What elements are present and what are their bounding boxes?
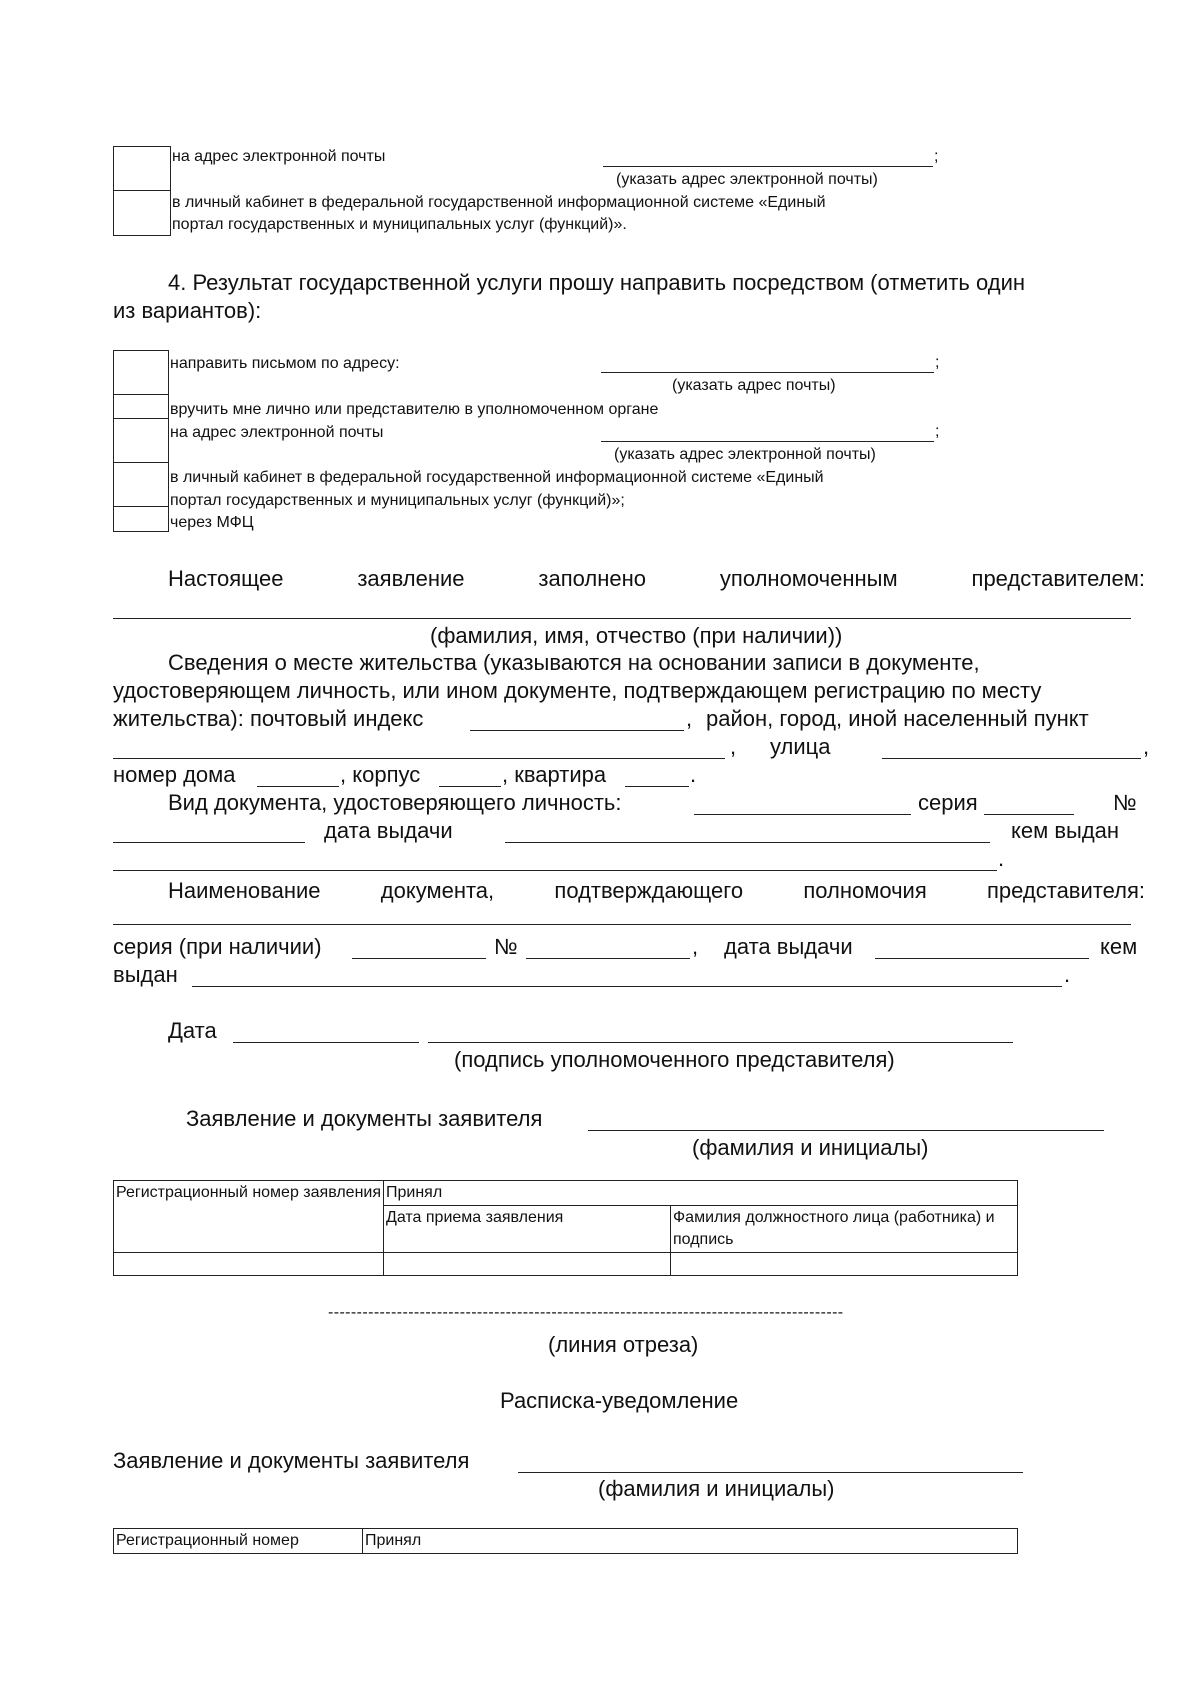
checkbox-cabinet-4[interactable] xyxy=(113,462,169,508)
authority-series-field[interactable] xyxy=(352,958,486,959)
period: . xyxy=(998,846,1005,871)
postal-index-field[interactable] xyxy=(470,730,684,731)
email-hint: (указать адрес электронной почты) xyxy=(614,446,876,463)
postal-address-field[interactable] xyxy=(601,372,934,373)
authority-issue-date-label: дата выдачи xyxy=(724,934,853,959)
vydan-label: выдан xyxy=(113,962,178,987)
initials-hint: (фамилия и инициалы) xyxy=(692,1135,929,1160)
word: подтверждающего xyxy=(554,878,744,903)
option-email-label: на адрес электронной почты xyxy=(172,148,386,165)
settlement-field[interactable] xyxy=(113,758,725,759)
table-row xyxy=(114,1253,1018,1276)
word: полномочия xyxy=(803,878,927,903)
house-field[interactable] xyxy=(257,786,339,787)
receipt-accepted-header: Принял xyxy=(363,1529,1018,1554)
accept-date-cell[interactable] xyxy=(384,1253,671,1276)
comma: , xyxy=(692,934,699,959)
period: . xyxy=(1064,962,1071,987)
residence-line-2: удостоверяющем личность, или ином документе, подтверждающем регистрацию по месту xyxy=(113,678,1042,703)
kem-label: кем xyxy=(1100,934,1138,959)
cut-line: ------------------------------------------------------------------------------------------ xyxy=(328,1304,844,1321)
section4-heading-1: 4. Результат государственной услуги прошу направить посредством (отметить один xyxy=(168,270,1026,295)
email-address-field[interactable] xyxy=(603,166,933,167)
authority-issue-date-field[interactable] xyxy=(875,958,1089,959)
option-mfc-label: через МФЦ xyxy=(170,514,254,531)
residence-line-1: Сведения о месте жительства (указываются на основании записи в документе, xyxy=(168,650,980,675)
issue-date-field[interactable] xyxy=(505,842,990,843)
postal-index-label: жительства): почтовый индекс xyxy=(113,706,424,731)
word: документа, xyxy=(380,878,495,903)
issued-by-label: кем выдан xyxy=(1011,818,1120,843)
option-letter-label: направить письмом по адресу: xyxy=(170,355,400,372)
official-cell[interactable] xyxy=(671,1253,1018,1276)
receipt-initials-field[interactable] xyxy=(518,1472,1023,1473)
korpus-label: , корпус xyxy=(340,762,421,787)
checkbox-letter[interactable] xyxy=(113,350,169,396)
authority-document-line xyxy=(168,878,1145,904)
id-document-label: Вид документа, удостоверяющего личность: xyxy=(168,790,622,815)
settlement-label: район, город, иной населенный пункт xyxy=(706,706,1089,731)
number-sign: № xyxy=(494,934,518,959)
semicolon: ; xyxy=(934,148,939,165)
checkbox-personal[interactable] xyxy=(113,394,169,420)
checkbox-email-4[interactable] xyxy=(113,418,169,464)
reg-number-cell[interactable] xyxy=(114,1253,384,1276)
checkbox-mfc[interactable] xyxy=(113,506,169,532)
word: представителем: xyxy=(971,566,1145,591)
series-optional-label: серия (при наличии) xyxy=(113,934,322,959)
registration-table xyxy=(113,1180,1018,1276)
authority-number-field[interactable] xyxy=(526,958,690,959)
postal-address-hint: (указать адрес почты) xyxy=(672,377,836,394)
id-number-field[interactable] xyxy=(113,842,305,843)
applicant-initials-field[interactable] xyxy=(588,1130,1104,1131)
series-field[interactable] xyxy=(984,814,1074,815)
apartment-field[interactable] xyxy=(625,786,689,787)
checkbox-cabinet-3[interactable] xyxy=(113,190,171,236)
street-field[interactable] xyxy=(882,758,1141,759)
series-label: серия xyxy=(918,790,978,815)
id-document-field[interactable] xyxy=(694,814,911,815)
receipt-docs-label: Заявление и документы заявителя xyxy=(113,1448,470,1473)
docs-applicant-label: Заявление и документы заявителя xyxy=(186,1106,543,1131)
email-address-field[interactable] xyxy=(601,441,934,442)
option-email-label: на адрес электронной почты xyxy=(170,424,384,441)
comma: , xyxy=(686,706,693,731)
section4-heading-2: из вариантов): xyxy=(113,298,262,323)
option-cabinet-label-2: портал государственных и муниципальных услуг (функций)»; xyxy=(170,492,625,509)
semicolon: ; xyxy=(935,423,940,440)
word: заполнено xyxy=(538,566,647,591)
checkbox-email-3[interactable] xyxy=(113,146,171,192)
word: представителя: xyxy=(987,878,1145,903)
date-field[interactable] xyxy=(233,1042,419,1043)
word: уполномоченным xyxy=(719,566,898,591)
option-cabinet-label-1: в личный кабинет в федеральной государственной информационной системе «Единый xyxy=(170,469,824,486)
semicolon: ; xyxy=(935,354,940,371)
receipt-table xyxy=(113,1528,1018,1554)
korpus-field[interactable] xyxy=(439,786,501,787)
issued-by-field[interactable] xyxy=(113,870,997,871)
table-row xyxy=(114,1529,1018,1554)
comma: , xyxy=(1143,734,1150,759)
representative-signature-field[interactable] xyxy=(428,1042,1013,1043)
receipt-initials-hint: (фамилия и инициалы) xyxy=(598,1476,835,1501)
authority-issued-by-field[interactable] xyxy=(192,986,1062,987)
street-label: улица xyxy=(770,734,831,759)
option-cabinet-label-2: портал государственных и муниципальных услуг (функций)». xyxy=(172,216,627,233)
official-header: Фамилия должностного лица (работника) и подпись xyxy=(671,1206,1018,1253)
email-hint: (указать адрес электронной почты) xyxy=(616,171,878,188)
word: Наименование xyxy=(168,878,321,903)
filled-by-representative-line xyxy=(168,566,1145,592)
option-cabinet-label-1: в личный кабинет в федеральной государственной информационной системе «Единый xyxy=(172,194,826,211)
period: . xyxy=(690,762,697,787)
option-personal-label: вручить мне лично или представителю в уполномоченном органе xyxy=(170,401,659,418)
receipt-reg-number-header: Регистрационный номер xyxy=(114,1529,363,1554)
accept-date-header: Дата приема заявления xyxy=(384,1206,671,1253)
cut-line-label: (линия отреза) xyxy=(548,1332,699,1357)
table-row xyxy=(114,1181,1018,1206)
signature-hint: (подпись уполномоченного представителя) xyxy=(454,1047,895,1072)
reg-number-header: Регистрационный номер заявления xyxy=(114,1181,384,1253)
representative-name-field[interactable] xyxy=(113,618,1131,619)
authority-document-field[interactable] xyxy=(113,924,1131,925)
accepted-header: Принял xyxy=(384,1181,1018,1206)
apartment-label: , квартира xyxy=(502,762,607,787)
representative-name-hint: (фамилия, имя, отчество (при наличии)) xyxy=(430,623,843,648)
house-label: номер дома xyxy=(113,762,236,787)
issue-date-label: дата выдачи xyxy=(324,818,453,843)
date-label: Дата xyxy=(168,1018,217,1043)
number-sign: № xyxy=(1113,790,1137,815)
word: заявление xyxy=(357,566,465,591)
word: Настоящее xyxy=(168,566,284,591)
receipt-title: Расписка-уведомление xyxy=(500,1388,739,1413)
comma: , xyxy=(730,734,737,759)
